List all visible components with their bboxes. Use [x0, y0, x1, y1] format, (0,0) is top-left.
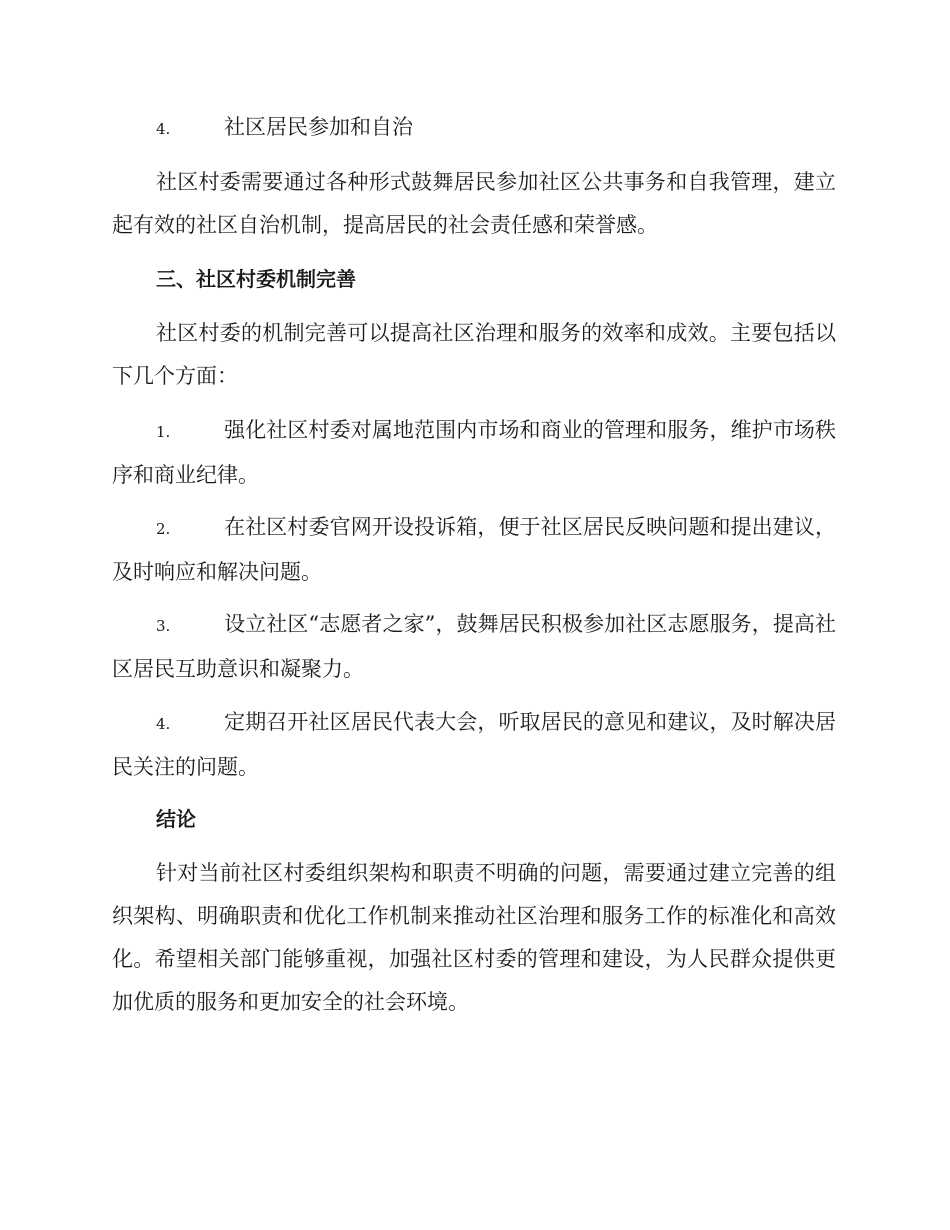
paragraph-participation: 社区村委需要通过各种形式鼓舞居民参加社区公共事务和自我管理，建立起有效的社区自治机制，提高居民的社会责任感和荣誉感。	[112, 170, 836, 237]
list-item-market-management	[112, 409, 836, 497]
list-item-text: 定期召开社区居民代表大会，听取居民的意见和建议，及时解决居民关注的问题。	[112, 710, 836, 779]
list-item-number: 3.	[156, 617, 171, 635]
list-item-number: 4.	[156, 120, 171, 138]
list-item-representative-congress	[112, 701, 836, 789]
section-heading-mechanism: 三、社区村委机制完善	[156, 267, 356, 291]
list-item-volunteer-home	[112, 603, 836, 691]
list-item-number: 4.	[156, 715, 171, 733]
section-heading-conclusion: 结论	[156, 807, 196, 831]
paragraph-mechanism-intro: 社区村委的机制完善可以提高社区治理和服务的效率和成效。主要包括以下几个方面：	[112, 321, 836, 388]
list-item-text: 强化社区村委对属地范围内市场和商业的管理和服务，维护市场秩序和商业纪律。	[112, 418, 836, 487]
list-item-text: 社区居民参加和自治	[224, 115, 413, 139]
list-item-text: 设立社区“志愿者之家”，鼓舞居民积极参加社区志愿服务，提高社区居民互助意识和凝聚力。	[112, 612, 836, 681]
paragraph-conclusion: 针对当前社区村委组织架构和职责不明确的问题，需要通过建立完善的组织架构、明确职责和优化工作机制来推动社区治理和服务工作的标准化和高效化。希望相关部门能够重视，加强社区村委的管理和建设，为人民群众提供更加优质的服务和更加安全的社会环境。	[112, 861, 836, 1014]
list-item-residents-participation	[112, 106, 836, 151]
list-item-number: 2.	[156, 520, 171, 538]
list-item-complaint-box	[112, 506, 836, 594]
list-item-text: 在社区村委官网开设投诉箱，便于社区居民反映问题和提出建议，及时响应和解决问题。	[112, 515, 836, 584]
list-item-number: 1.	[156, 423, 171, 441]
